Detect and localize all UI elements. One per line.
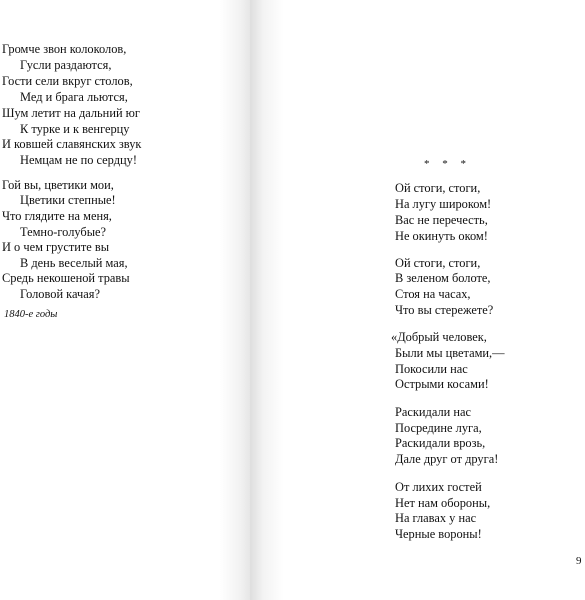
verse-line: Темно-голубые? (20, 225, 107, 239)
verse-line: Стоя на часах, (395, 287, 471, 301)
verse-line: Мед и брага льются, (20, 90, 128, 104)
left-page (0, 0, 250, 600)
verse-line: Немцам не по сердцу! (20, 153, 137, 167)
right-page (250, 0, 585, 600)
verse-line: И о чем грустите вы (2, 240, 110, 254)
verse-line: Вас не перечесть, (395, 213, 488, 227)
verse-line: «Добрый человек, (391, 330, 487, 344)
verse-line: Головой качая? (20, 287, 100, 301)
verse-line: Раскидали врозь, (395, 436, 486, 450)
verse-line: Дале друг от друга! (395, 452, 499, 466)
verse-line: Гой вы, цветики мои, (2, 178, 114, 192)
verse-line: На главах у нас (395, 511, 477, 525)
verse-line: Посредине луга, (395, 421, 482, 435)
verse-line: Покосили нас (395, 362, 468, 376)
verse-line: Острыми косами! (395, 377, 489, 391)
verse-line: Что глядите на меня, (2, 209, 112, 223)
verse-line: Гости сели вкруг столов, (2, 74, 133, 88)
verse-line: От лихих гостей (395, 480, 482, 494)
verse-line: Громче звон колоколов, (2, 42, 127, 56)
verse-line: В зеленом болоте, (395, 271, 491, 285)
verse-line: Не окинуть оком! (395, 229, 488, 243)
section-separator: * * * (424, 158, 471, 170)
poem-date: 1840-е годы (4, 309, 58, 320)
verse-line: Цветики степные! (20, 193, 116, 207)
verse-line: Ой стоги, стоги, (395, 256, 481, 270)
verse-line: Ой стоги, стоги, (395, 181, 481, 195)
verse-line: В день веселый мая, (20, 256, 128, 270)
verse-line: Были мы цветами,— (395, 346, 505, 360)
verse-line: Что вы стережете? (395, 303, 494, 317)
verse-line: К турке и к венгерцу (20, 122, 130, 136)
verse-line: Гусли раздаются, (20, 58, 112, 72)
verse-line: Раскидали нас (395, 405, 471, 419)
verse-line: На лугу широком! (395, 197, 492, 211)
verse-line: И ковшей славянских звук (2, 137, 142, 151)
verse-line: Черные вороны! (395, 527, 482, 541)
verse-line: Шум летит на дальний юг (2, 106, 141, 120)
verse-line: Нет нам обороны, (395, 496, 491, 510)
page-number: 9 (576, 555, 582, 567)
verse-line: Средь некошеной травы (2, 271, 130, 285)
